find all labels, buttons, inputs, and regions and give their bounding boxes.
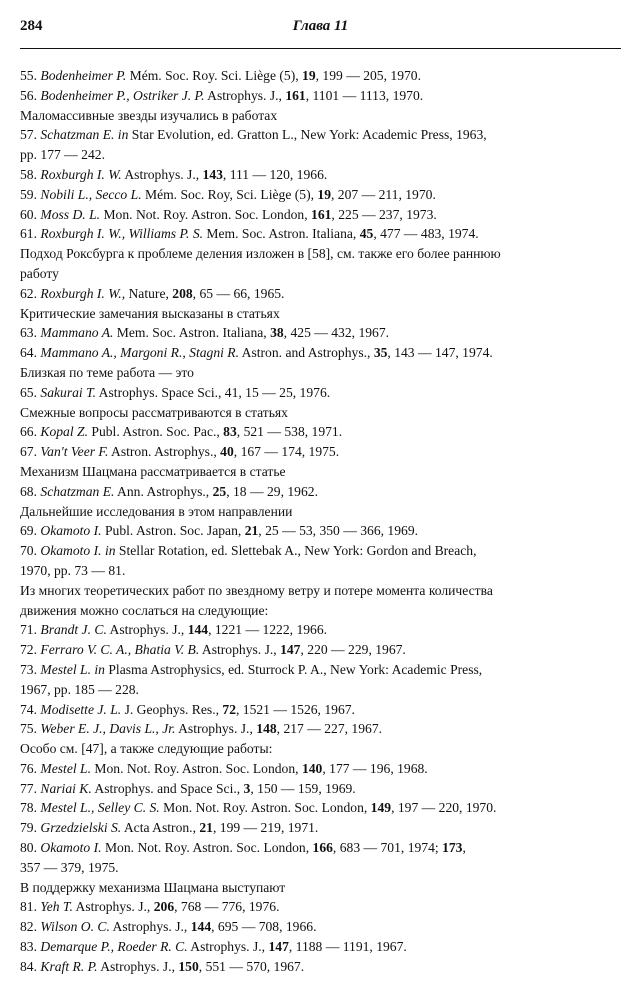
ref-number: 72. — [20, 642, 41, 658]
ref-authors: Van't Veer F. — [40, 444, 109, 460]
reference-entry — [20, 343, 621, 363]
reference-entry — [20, 323, 621, 343]
ref-number: 69. — [20, 523, 41, 539]
text-line — [20, 739, 621, 759]
ref-authors: Moss D. L. — [40, 206, 101, 222]
ref-volume: 161 — [311, 206, 332, 222]
ref-text: Mon. Not. Roy. Astron. Soc. London, — [159, 800, 371, 816]
ref-volume: 45 — [359, 226, 374, 242]
ref-text: 357 — 379, 1975. — [20, 859, 119, 875]
ref-text: , 551 — 570, 1967. — [198, 958, 305, 974]
ref-authors: Roxburgh I. W. — [40, 166, 122, 182]
text-line — [20, 462, 621, 482]
ref-text: Astrophys. J., — [121, 166, 203, 182]
ref-authors: Demarque P., Roeder R. C. — [40, 939, 188, 955]
ref-volume: 208 — [172, 285, 193, 301]
ref-volume: 147 — [280, 642, 301, 658]
reference-entry — [20, 838, 621, 858]
ref-number: 75. — [20, 721, 41, 737]
ref-text: , 199 — 205, 1970. — [315, 68, 421, 83]
ref-text: Mem. Soc. Astron. Italiana, — [203, 226, 360, 242]
ref-text: Mém. Soc. Roy. Sci. Liège (5), — [126, 68, 303, 83]
ref-authors: Grzedzielski S. — [40, 820, 122, 836]
ref-number: 63. — [20, 325, 41, 341]
ref-text: , 425 — 432, 1967. — [283, 325, 390, 341]
ref-authors: Schatzman E. in — [40, 127, 129, 143]
ref-volume: 19 — [317, 186, 331, 202]
ref-text: движения можно сослаться на следующие: — [20, 602, 269, 618]
reference-entry — [20, 779, 621, 799]
ref-number: 79. — [20, 820, 41, 836]
ref-number: 68. — [20, 483, 41, 499]
ref-volume: 83 — [223, 424, 237, 440]
ref-authors: Okamoto I. in — [40, 543, 116, 559]
reference-entry — [20, 224, 621, 244]
ref-number: 61. — [20, 226, 41, 242]
reference-entry — [20, 700, 621, 720]
ref-number: 78. — [20, 800, 41, 816]
ref-authors: Modisette J. L. — [40, 701, 122, 717]
ref-text: , 177 — 196, 1968. — [322, 760, 428, 776]
reference-entry — [20, 798, 621, 818]
ref-text: Маломассивные звезды изучались в работах — [20, 107, 278, 123]
reference-entry — [20, 482, 621, 502]
ref-volume: 35 — [373, 345, 388, 361]
ref-text: Mon. Not. Roy. Astron. Soc. London, — [101, 840, 313, 856]
ref-text: Plasma Astrophysics, ed. Sturrock P. A., New York: Academic Press, — [104, 661, 483, 677]
ref-authors: Brandt J. C. — [40, 622, 107, 638]
ref-number: 76. — [20, 760, 41, 776]
ref-volume: 144 — [190, 919, 212, 935]
ref-text: Acta Astron., — [121, 820, 200, 836]
ref-authors: Mammano A., Margoni R., Stagni R. — [40, 345, 239, 361]
ref-number: 57. — [20, 127, 41, 143]
ref-volume: 147 — [268, 939, 289, 955]
ref-volume: 144 — [187, 622, 209, 638]
ref-text: , 683 — 701, 1974; — [332, 840, 443, 856]
text-line — [20, 145, 621, 165]
reference-entry — [20, 125, 621, 145]
ref-volume: 38 — [270, 325, 284, 341]
ref-volume: 3 — [243, 780, 251, 796]
text-line — [20, 502, 621, 522]
ref-authors: Bodenheimer P., Ostriker J. P. — [40, 87, 205, 103]
ref-volume: 72 — [222, 701, 236, 717]
ref-number: 70. — [20, 543, 41, 559]
text-line — [20, 601, 621, 621]
ref-text: Критические замечания высказаны в статьях — [20, 305, 280, 321]
ref-authors: Nariai K. — [40, 780, 92, 796]
reference-entry — [20, 165, 621, 185]
ref-text: Mon. Not. Roy. Astron. Soc. London, — [100, 206, 312, 222]
ref-text: , 25 — 53, 350 — 366, 1969. — [258, 523, 419, 539]
ref-text: Astrophys. and Space Sci., — [91, 780, 244, 796]
ref-volume: 25 — [212, 483, 227, 499]
ref-volume: 173 — [442, 840, 463, 856]
ref-number: 71. — [20, 622, 41, 638]
ref-number: 73. — [20, 661, 41, 677]
ref-number: 58. — [20, 166, 41, 182]
ref-text: , 167 — 174, 1975. — [233, 444, 340, 460]
ref-text: Astrophys. Space Sci., 41, 15 — 25, 1976. — [96, 384, 331, 400]
ref-number: 66. — [20, 424, 41, 440]
ref-authors: Yeh T. — [40, 899, 73, 915]
ref-authors: Roxburgh I. W., — [40, 285, 126, 301]
ref-text: , 225 — 237, 1973. — [331, 206, 437, 222]
text-line — [20, 878, 621, 898]
ref-text: , 521 — 538, 1971. — [236, 424, 343, 440]
ref-text: В поддержку механизма Шацмана выступают — [20, 879, 286, 895]
ref-number: 64. — [20, 345, 41, 361]
ref-number: 60. — [20, 206, 41, 222]
ref-text: Astrophys. J., — [72, 899, 154, 915]
page-number: 284 — [20, 18, 43, 34]
reference-entry — [20, 383, 621, 403]
ref-text: Ann. Astrophys., — [114, 483, 213, 499]
reference-entry — [20, 66, 621, 86]
ref-text: , 111 — 120, 1966. — [222, 166, 328, 182]
reference-entry — [20, 521, 621, 541]
ref-authors: Roxburgh I. W., Williams P. S. — [40, 226, 204, 242]
ref-authors: Weber E. J., Davis L., Jr. — [40, 721, 176, 737]
ref-text: Astrophys. J., — [175, 721, 257, 737]
ref-authors: Nobili L., Secco L. — [40, 186, 142, 202]
ref-text: Star Evolution, ed. Gratton L., New York: Academic Press, 1963, — [128, 127, 487, 143]
ref-text: Nature, — [125, 285, 173, 301]
ref-authors: Mammano A. — [40, 325, 114, 341]
ref-text: , 197 — 220, 1970. — [391, 800, 497, 816]
ref-number: 74. — [20, 701, 41, 717]
ref-number: 84. — [20, 958, 41, 974]
ref-text: , 18 — 29, 1962. — [226, 483, 318, 499]
text-line — [20, 858, 621, 878]
ref-authors: Kopal Z. — [40, 424, 88, 440]
text-line — [20, 244, 621, 264]
ref-number: 81. — [20, 899, 41, 915]
ref-text: Mém. Soc. Roy, Sci. Liège (5), — [141, 186, 318, 202]
ref-volume: 21 — [199, 820, 213, 836]
ref-text: Дальнейшие исследования в этом направлении — [20, 503, 293, 519]
ref-text: , 695 — 708, 1966. — [211, 919, 317, 935]
ref-text: работу — [20, 265, 59, 281]
ref-text: Из многих теоретических работ по звездному ветру и потере момента количества — [20, 582, 493, 598]
ref-number: 65. — [20, 384, 41, 400]
ref-text: Mem. Soc. Astron. Italiana, — [113, 325, 271, 341]
ref-volume: 21 — [244, 523, 259, 539]
ref-volume: 161 — [285, 87, 306, 103]
reference-entry — [20, 541, 621, 561]
text-line — [20, 106, 621, 126]
ref-volume: 150 — [178, 958, 199, 974]
ref-text: , 1188 — 1191, 1967. — [288, 939, 407, 955]
ref-text: Astron. and Astrophys., — [239, 345, 374, 361]
ref-authors: Kraft R. P. — [40, 958, 98, 974]
ref-volume: 149 — [370, 800, 392, 816]
ref-text: Stellar Rotation, ed. Slettebak A., New York: Gordon and Breach, — [115, 543, 477, 559]
ref-text: , 199 — 219, 1971. — [212, 820, 319, 836]
ref-volume: 166 — [312, 840, 333, 856]
ref-volume: 40 — [220, 444, 234, 460]
reference-entry — [20, 957, 621, 977]
reference-entry — [20, 185, 621, 205]
ref-number: 56. — [20, 87, 41, 103]
ref-text: , 150 — 159, 1969. — [250, 780, 356, 796]
ref-text: , 220 — 229, 1967. — [300, 642, 406, 658]
ref-volume: 148 — [256, 721, 277, 737]
ref-authors: Wilson O. C. — [40, 919, 110, 935]
ref-number: 62. — [20, 285, 41, 301]
reference-entry — [20, 442, 621, 462]
reference-entry — [20, 897, 621, 917]
ref-authors: Sakurai T. — [40, 384, 97, 400]
ref-authors: Mestel L. — [40, 760, 91, 776]
ref-authors: Schatzman E. — [40, 483, 115, 499]
ref-text: pp. 177 — 242. — [20, 147, 105, 163]
ref-text: , 143 — 147, 1974. — [387, 345, 493, 361]
ref-authors: Bodenheimer P. — [40, 68, 127, 83]
text-line — [20, 304, 621, 324]
ref-text: 1970, pp. 73 — 81. — [20, 562, 126, 578]
ref-number: 67. — [20, 444, 41, 460]
reference-entry — [20, 759, 621, 779]
text-line — [20, 581, 621, 601]
reference-entry — [20, 422, 621, 442]
ref-text: Особо см. [47], а также следующие работы: — [20, 741, 273, 757]
ref-text: , 1521 — 1526, 1967. — [235, 701, 355, 717]
ref-text: Publ. Astron. Soc. Pac., — [87, 424, 224, 440]
ref-text: 1967, pp. 185 — 228. — [20, 681, 139, 697]
ref-number: 59. — [20, 186, 41, 202]
ref-text: Astron. Astrophys., — [108, 444, 221, 460]
text-line — [20, 264, 621, 284]
reference-entry — [20, 719, 621, 739]
text-line — [20, 363, 621, 383]
running-title: Глава 11 — [292, 18, 349, 34]
ref-authors: Mestel L. in — [40, 661, 105, 677]
reference-entry — [20, 620, 621, 640]
ref-number: 83. — [20, 939, 41, 955]
ref-authors: Mestel L., Selley C. S. — [40, 800, 160, 816]
ref-text: , 477 — 483, 1974. — [373, 226, 479, 242]
ref-text: , 65 — 66, 1965. — [192, 285, 285, 301]
ref-text: Mon. Not. Roy. Astron. Soc. London, — [90, 760, 302, 776]
ref-text: , — [462, 840, 466, 856]
ref-volume: 143 — [202, 166, 223, 182]
text-line — [20, 403, 621, 423]
ref-text: Подход Роксбурга к проблеме деления изложен в [58], см. также его более раннюю — [20, 246, 501, 262]
reference-entry — [20, 660, 621, 680]
reference-list — [20, 66, 621, 977]
ref-text: Astrophys. J., — [109, 919, 191, 935]
reference-entry — [20, 818, 621, 838]
ref-text: , 217 — 227, 1967. — [276, 721, 383, 737]
ref-text: Astrophys. J., — [106, 622, 188, 638]
ref-volume: 140 — [301, 760, 323, 776]
ref-number: 82. — [20, 919, 41, 935]
ref-text: J. Geophys. Res., — [121, 701, 223, 717]
ref-text: Astrophys. J., — [204, 87, 286, 103]
header-rule — [20, 48, 621, 49]
ref-text: Astrophys. J., — [187, 939, 269, 955]
reference-entry — [20, 205, 621, 225]
reference-entry — [20, 917, 621, 937]
ref-text: , 1221 — 1222, 1966. — [208, 622, 328, 638]
ref-authors: Okamoto I. — [40, 840, 102, 856]
ref-text: Astrophys. J., — [199, 642, 281, 658]
page-header — [20, 18, 621, 40]
ref-text: Astrophys. J., — [97, 958, 179, 974]
ref-text: , 768 — 776, 1976. — [174, 899, 280, 915]
reference-entry — [20, 86, 621, 106]
reference-entry — [20, 937, 621, 957]
text-line — [20, 561, 621, 581]
ref-text: Механизм Шацмана рассматривается в статье — [20, 463, 286, 479]
reference-entry — [20, 640, 621, 660]
reference-entry — [20, 284, 621, 304]
ref-volume: 206 — [153, 899, 175, 915]
text-line — [20, 680, 621, 700]
ref-text: Publ. Astron. Soc. Japan, — [101, 523, 245, 539]
ref-text: Близкая по теме работа — это — [20, 364, 194, 380]
ref-text: , 1101 — 1113, 1970. — [305, 87, 424, 103]
ref-number: 80. — [20, 840, 41, 856]
ref-authors: Ferraro V. C. A., Bhatia V. B. — [40, 642, 200, 658]
ref-text: Смежные вопросы рассматриваются в статьях — [20, 404, 288, 420]
ref-number: 55. — [20, 68, 41, 83]
ref-text: , 207 — 211, 1970. — [331, 186, 436, 202]
ref-authors: Okamoto I. — [40, 523, 102, 539]
ref-volume: 19 — [302, 68, 316, 83]
ref-number: 77. — [20, 780, 41, 796]
